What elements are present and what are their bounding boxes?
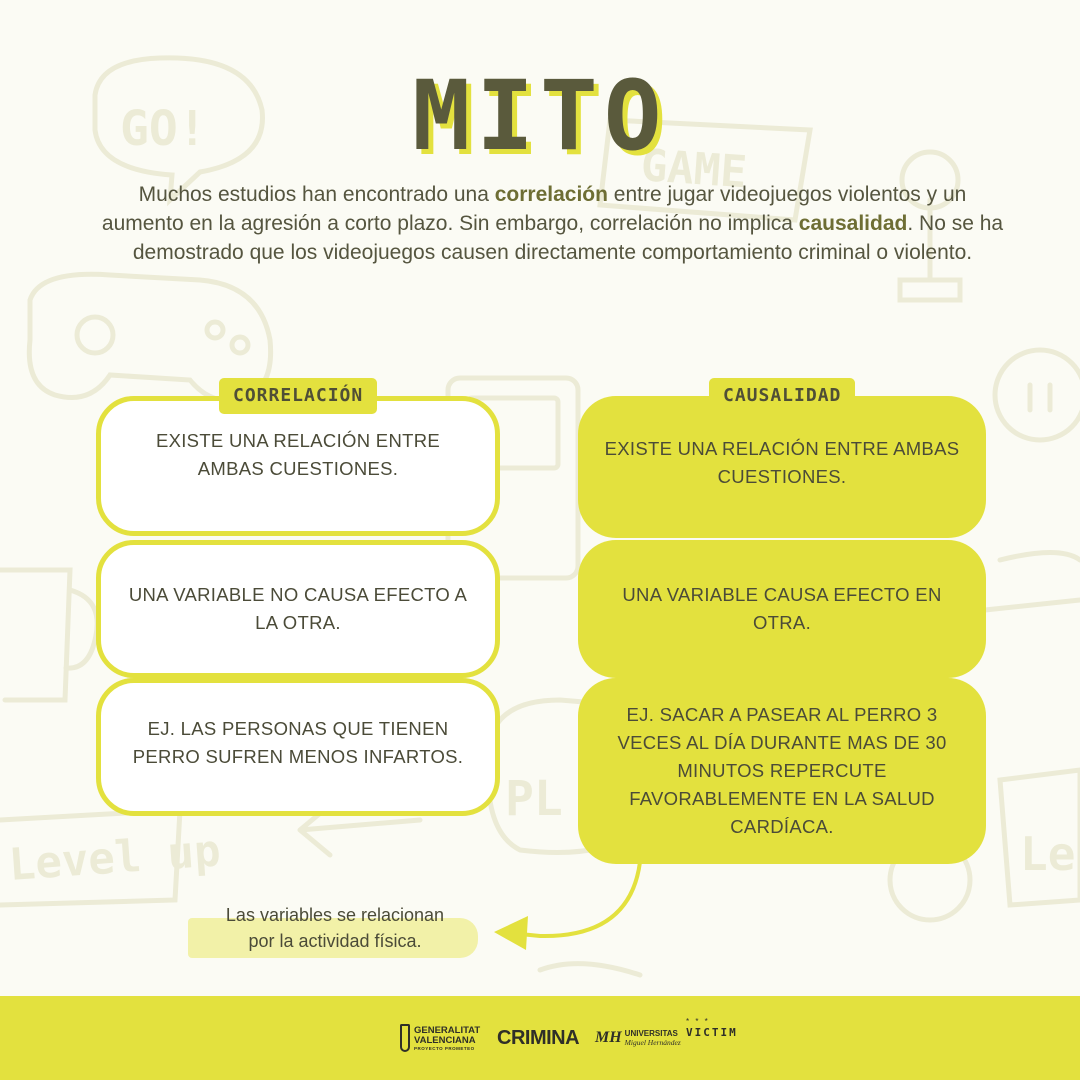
doodle-text-play: PL — [505, 771, 563, 827]
victim-text: VICTIM — [686, 1026, 738, 1039]
generalitat-valenciana-logo — [400, 1018, 480, 1058]
doodle-text-level-up: Level up — [7, 825, 223, 891]
correlacion-label: CORRELACIÓN — [219, 378, 377, 414]
button-doodle — [995, 350, 1080, 440]
intro-paragraph — [95, 180, 1010, 267]
victim-stars: * * * — [686, 1017, 710, 1026]
doodle-text-game: GAME — [639, 140, 749, 199]
note-line-1: Las variables se relacionan — [225, 905, 445, 925]
causalidad-card-1-text: EXISTE UNA RELACIÓN ENTRE AMBAS CUESTIONES. — [604, 438, 960, 487]
doodle-text-le: Le — [1020, 827, 1076, 881]
mug-doodle — [0, 570, 70, 700]
correlacion-card-2 — [96, 540, 500, 678]
causalidad-card-1 — [578, 396, 986, 538]
generalitat-line-1: GENERALITAT — [414, 1024, 481, 1036]
intro-text-1: Muchos estudios han encontrado una — [138, 183, 495, 206]
correlacion-card-1 — [96, 396, 500, 536]
intro-bold-correlacion: correlación — [494, 183, 608, 206]
umh-line-1: UNIVERSITAS — [624, 1029, 678, 1038]
correlacion-card-3-text: EJ. LAS PERSONAS QUE TIENEN PERRO SUFREN MENOS INFARTOS. — [132, 718, 464, 767]
generalitat-sub: PROYECTO PROMETEO — [414, 1045, 475, 1051]
causalidad-card-2-text: UNA VARIABLE CAUSA EFECTO EN OTRA. — [622, 584, 942, 633]
intro-text-3: . No se ha demostrado que los videojuegos causen directamente comportamiento criminal o violento. — [132, 212, 1004, 264]
umh-line-2: Miguel Hernández — [624, 1038, 681, 1047]
intro-text-2: entre jugar videojuegos violentos y un aumento en la agresión a corto plazo. Sin embargo, correlación no implica — [101, 183, 967, 235]
note-line-2: por la actividad física. — [248, 931, 422, 951]
umh-logo — [595, 1018, 681, 1058]
umh-mark: MH — [595, 1029, 622, 1046]
doodle-text-go: GO! — [120, 101, 207, 157]
correlacion-card-3 — [96, 678, 500, 816]
victim-logo — [686, 1018, 738, 1058]
page-title: MITO — [412, 60, 668, 172]
shield-icon — [400, 1024, 410, 1052]
causalidad-card-2 — [578, 540, 986, 678]
correlacion-card-1-text: EXISTE UNA RELACIÓN ENTRE AMBAS CUESTIONES. — [155, 430, 441, 479]
intro-bold-causalidad: causalidad — [798, 212, 908, 235]
note-text — [190, 902, 480, 954]
causalidad-card-3 — [578, 678, 986, 864]
curved-arrow-icon — [480, 858, 660, 958]
causalidad-label: CAUSALIDAD — [709, 378, 855, 414]
causalidad-card-3-text: EJ. SACAR A PASEAR AL PERRO 3 VECES AL DÍA DURANTE MAS DE 30 MINUTOS REPERCUTE FAVORABLEMENTE EN LA SALUD CARDÍACA. — [617, 704, 947, 837]
correlacion-card-2-text: UNA VARIABLE NO CAUSA EFECTO A LA OTRA. — [128, 584, 468, 633]
generalitat-line-2: VALENCIANA — [414, 1034, 476, 1046]
crimina-logo: CRIMINA — [497, 1026, 580, 1049]
